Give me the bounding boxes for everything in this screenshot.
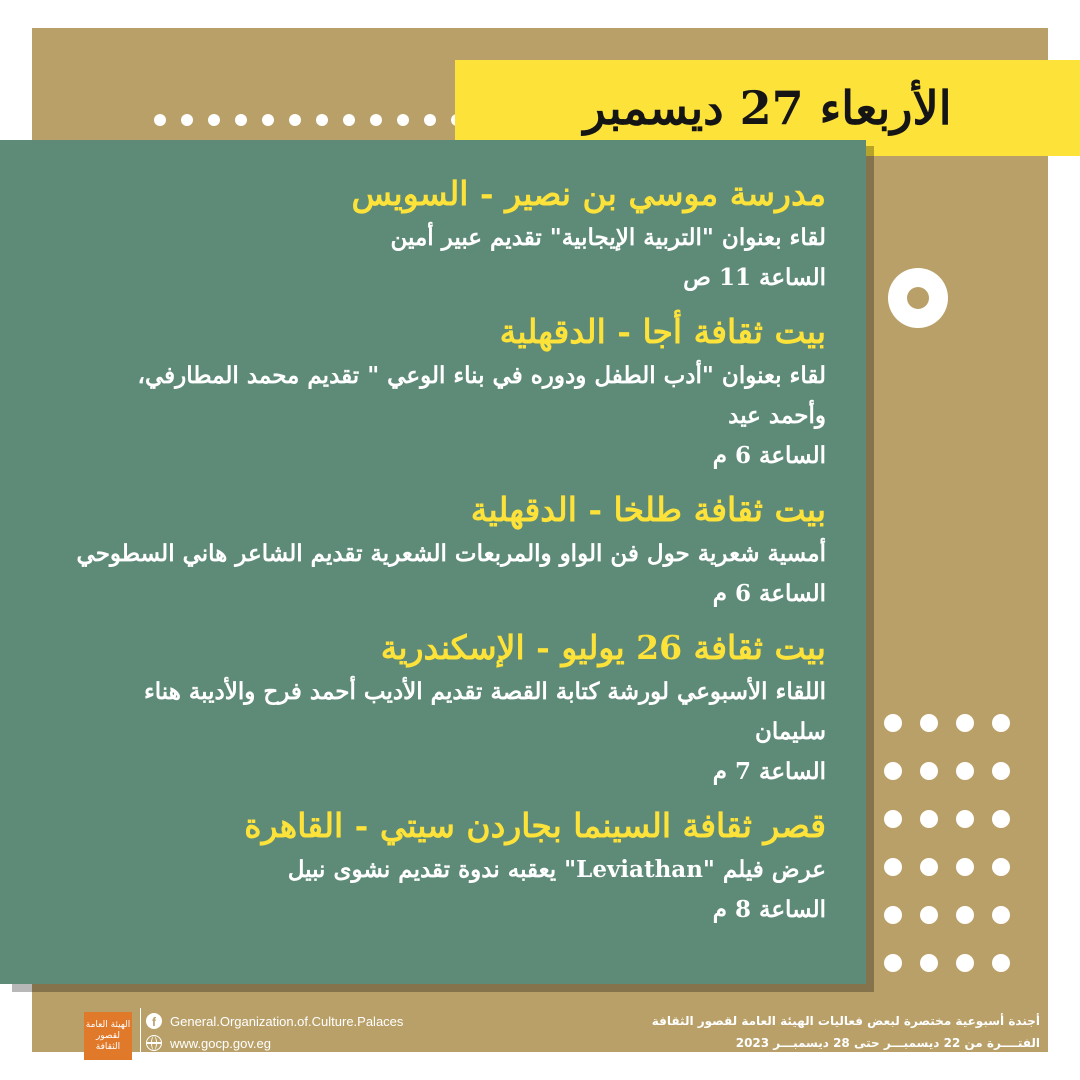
event-description: أمسية شعرية حول فن الواو والمربعات الشعرية تقديم الشاعر هاني السطوحي <box>76 540 826 567</box>
event-item <box>16 308 826 476</box>
event-time: الساعة 6 م <box>712 442 826 469</box>
event-item <box>16 802 826 930</box>
event-venue: بيت ثقافة طلخا - الدقهلية <box>470 490 826 529</box>
date-title: الأربعاء 27 ديسمبر <box>583 81 952 135</box>
agenda-period: الفتــــرة من 22 ديسمبـــر حتى 28 ديسمبـــر 2023 <box>735 1036 1040 1050</box>
website-link[interactable] <box>146 1032 403 1054</box>
event-description: لقاء بعنوان "التربية الإيجابية" تقديم عبير أمين <box>390 224 826 251</box>
event-venue: قصر ثقافة السينما بجاردن سيتي - القاهرة <box>244 806 826 845</box>
event-description: سليمان <box>754 718 826 745</box>
organization-logo-text: الهيئة العامة لقصور الثقافة <box>85 1019 131 1052</box>
agenda-title: أجندة أسبوعية مختصرة لبعض فعاليات الهيئة العامة لقصور الثقافة <box>651 1014 1040 1028</box>
events-panel <box>0 140 866 984</box>
facebook-page-name: General.Organization.of.Culture.Palaces <box>170 1013 404 1029</box>
events-list <box>16 170 826 940</box>
event-time: الساعة 6 م <box>712 580 826 607</box>
event-description: اللقاء الأسبوعي لورشة كتابة القصة تقديم الأديب أحمد فرح والأديبة هناء <box>143 678 826 705</box>
event-venue: بيت ثقافة 26 يوليو - الإسكندرية <box>380 628 826 667</box>
agenda-info <box>640 1010 1040 1054</box>
facebook-link[interactable] <box>146 1010 403 1032</box>
footer-divider <box>140 1008 141 1056</box>
event-description: عرض فيلم "Leviathan" يعقبه ندوة تقديم نشوى نبيل <box>287 856 826 883</box>
event-description: وأحمد عيد <box>728 402 826 429</box>
globe-icon <box>146 1035 162 1051</box>
event-item <box>16 486 826 614</box>
decorative-ring-icon <box>888 268 948 328</box>
facebook-icon: f <box>146 1013 162 1029</box>
website-url: www.gocp.gov.eg <box>170 1035 271 1051</box>
event-time: الساعة 7 م <box>712 758 826 785</box>
social-links <box>146 1010 403 1054</box>
decorative-dot-grid <box>884 714 1010 972</box>
organization-logo <box>84 1012 132 1060</box>
event-venue: بيت ثقافة أجا - الدقهلية <box>499 312 826 351</box>
event-time: الساعة 8 م <box>712 896 826 923</box>
event-item <box>16 624 826 792</box>
event-venue: مدرسة موسي بن نصير - السويس <box>351 174 826 213</box>
event-description: لقاء بعنوان "أدب الطفل ودوره في بناء الوعي " تقديم محمد المطارفي، <box>137 362 826 389</box>
event-item <box>16 170 826 298</box>
event-time: الساعة 11 ص <box>683 264 826 291</box>
